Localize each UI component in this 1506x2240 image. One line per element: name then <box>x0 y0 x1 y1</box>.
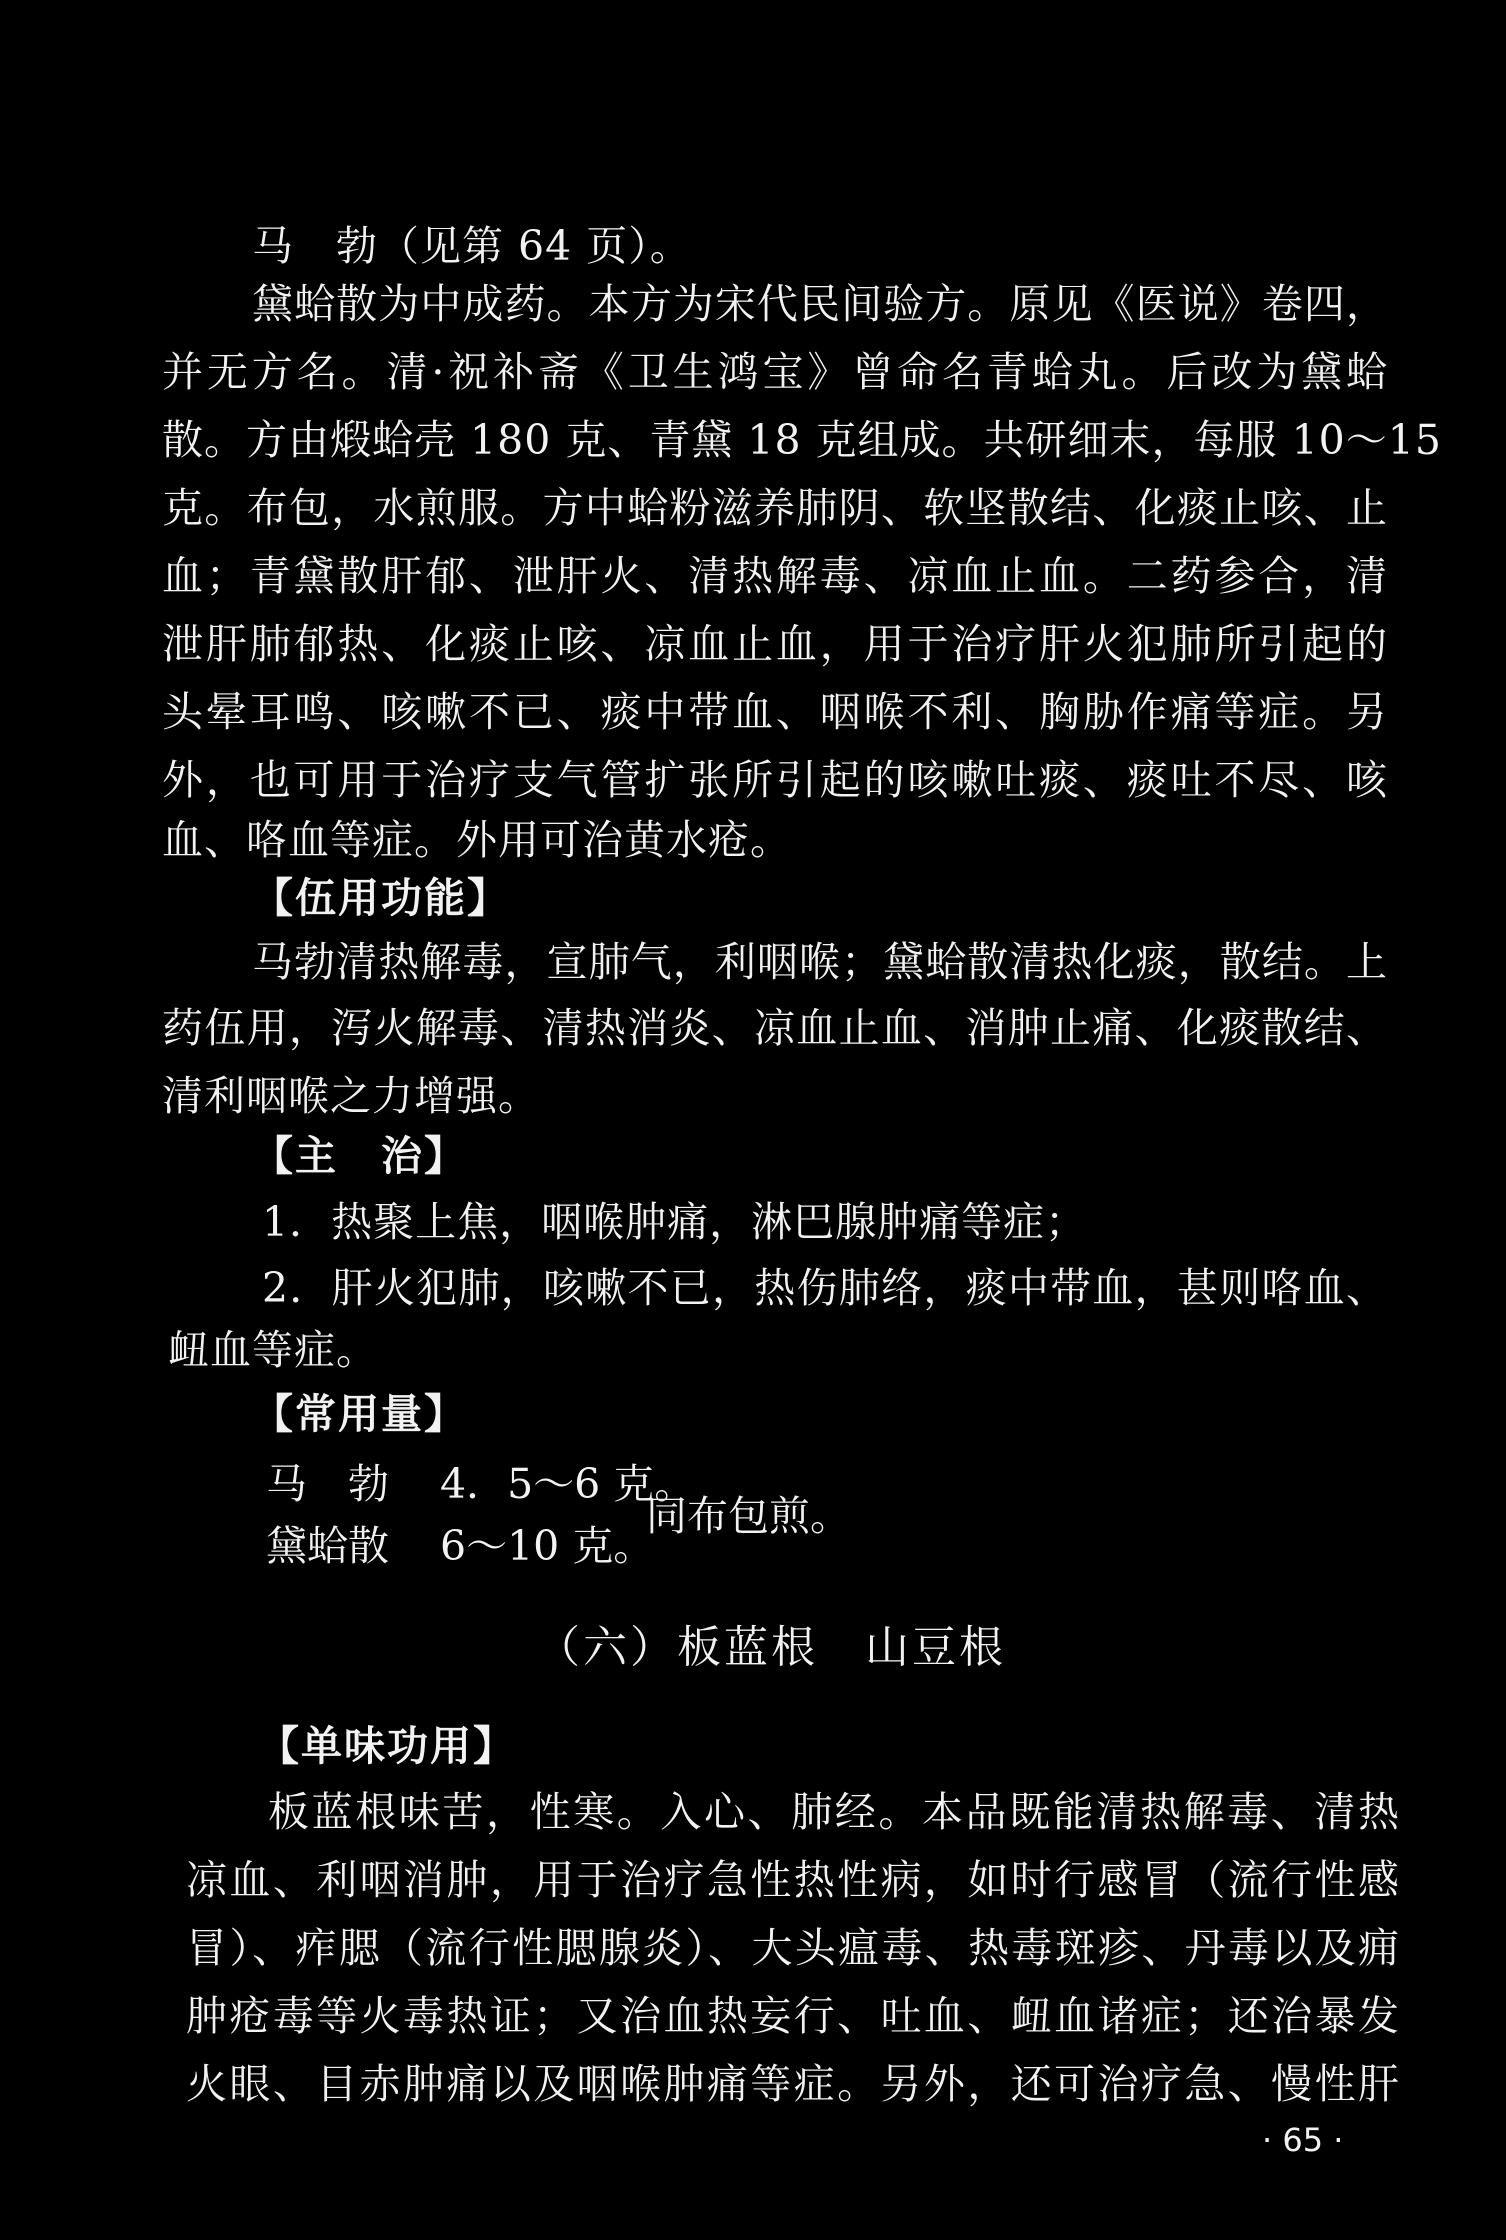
heading-single-function: 【单味功用】 <box>258 1722 516 1770</box>
paragraph-banlangen-line: 凉血、利咽消肿，用于治疗急性热性病，如时行感冒（流行性感 <box>186 1856 1400 1904</box>
dosage-amount-mabo: 4．5～6 克。 <box>440 1460 696 1508</box>
paragraph-banlangen-line: 火眼、目赤肿痛以及咽喉肿痛等症。另外，还可治疗急、慢性肝 <box>186 2060 1400 2108</box>
page-number: · 65 · <box>1262 2121 1344 2159</box>
paragraph-daigesan-line: 外，也可用于治疗支气管扩张所引起的咳嗽吐痰、痰吐不尽、咳 <box>162 756 1388 804</box>
paragraph-daigesan-line: 血；青黛散肝郁、泄肝火、清热解毒、凉血止血。二药参合，清 <box>162 552 1388 600</box>
paragraph-daigesan-line: 克。布包，水煎服。方中蛤粉滋养肺阴、软坚散结、化痰止咳、止 <box>162 484 1388 532</box>
paragraph-combined-line: 马勃清热解毒，宣肺气，利咽喉；黛蛤散清热化痰，散结。上 <box>252 938 1388 986</box>
section-title: （六）板蓝根 山豆根 <box>536 1622 1006 1673</box>
paragraph-daigesan-line: 黛蛤散为中成药。本方为宋代民间验方。原见《医说》卷四， <box>252 280 1388 328</box>
dosage-name-daigesan: 黛蛤散 <box>266 1522 389 1570</box>
paragraph-banlangen-line: 板蓝根味苦，性寒。入心、肺经。本品既能清热解毒、清热 <box>268 1788 1400 1836</box>
paragraph-daigesan-line: 血、咯血等症。外用可治黄水疮。 <box>162 816 792 864</box>
paragraph-daigesan-line: 并无方名。清·祝补斋《卫生鸿宝》曾命名青蛤丸。后改为黛蛤 <box>162 348 1388 396</box>
paragraph-combined-line: 清利咽喉之力增强。 <box>162 1072 540 1120</box>
paragraph-mabo: 马 勃（见第 64 页）。 <box>252 222 692 270</box>
dosage-amount-daigesan: 6～10 克。 <box>440 1522 655 1570</box>
dosage-note: 同布包煎。 <box>646 1492 851 1540</box>
dosage-name-mabo: 马 勃 <box>266 1460 389 1508</box>
paragraph-combined-line: 药伍用，泻火解毒、清热消炎、凉血止血、消肿止痛、化痰散结、 <box>162 1004 1388 1052</box>
paragraph-banlangen-line: 冒）、痄腮（流行性腮腺炎）、大头瘟毒、热毒斑疹、丹毒以及痈 <box>186 1924 1400 1972</box>
heading-combined-function: 【伍用功能】 <box>252 874 510 922</box>
paragraph-daigesan-line: 头晕耳鸣、咳嗽不已、痰中带血、咽喉不利、胸胁作痛等症。另 <box>162 688 1388 736</box>
paragraph-banlangen-line: 肿疮毒等火毒热证；又治血热妄行、吐血、衄血诸症；还治暴发 <box>186 1992 1400 2040</box>
heading-indications: 【主 治】 <box>252 1132 467 1180</box>
paragraph-daigesan-line: 散。方由煅蛤壳 180 克、青黛 18 克组成。共研细末，每服 10～15 <box>162 416 1442 464</box>
heading-dosage: 【常用量】 <box>252 1390 467 1438</box>
indication-item-1: 1．热聚上焦，咽喉肿痛，淋巴腺肿痛等症； <box>262 1198 1088 1246</box>
indication-item-2: 2．肝火犯肺，咳嗽不已，热伤肺络，痰中带血，甚则咯血、 <box>262 1264 1388 1312</box>
paragraph-daigesan-line: 泄肝肺郁热、化痰止咳、凉血止血，用于治疗肝火犯肺所引起的 <box>162 620 1388 668</box>
indication-item-2-continued: 衄血等症。 <box>168 1326 378 1374</box>
